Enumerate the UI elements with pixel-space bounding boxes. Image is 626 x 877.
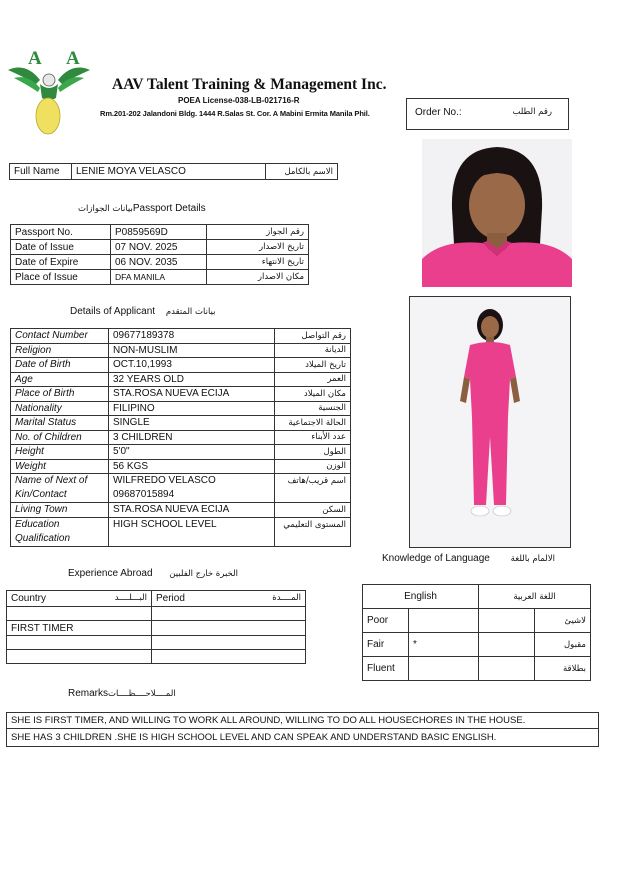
language-level-label-ar: بطلاقة: [535, 657, 591, 681]
applicant-label: Contact Number: [11, 329, 109, 344]
language-level-label: Fluent: [363, 657, 409, 681]
language-level-label-ar: لاشيئ: [535, 609, 591, 633]
applicant-table: [10, 328, 351, 547]
applicant-label: Nationality: [11, 401, 109, 416]
applicant-label: Age: [11, 372, 109, 387]
applicant-heading-en: Details of Applicant: [70, 306, 156, 317]
full-name-label: Full Name: [10, 164, 72, 180]
language-level-label: Fair: [363, 633, 409, 657]
order-number-box: [406, 98, 569, 130]
passport-label: Passport No.: [11, 225, 111, 240]
language-english-mark: [409, 657, 479, 681]
education-label-line1: Education: [15, 518, 60, 530]
period-header-en: Period: [156, 593, 185, 604]
passport-label-ar: رقم الجواز: [207, 225, 309, 240]
remarks-table: [6, 712, 599, 747]
applicant-label-ar: عدد الأبناء: [275, 430, 351, 445]
education-label-line2: Qualification: [15, 532, 71, 544]
company-address: Rm.201-202 Jalandoni Bldg. 1444 R.Salas St. Cor. A Mabini Ermita Manila Phil.: [100, 109, 370, 118]
language-english-mark: *: [409, 633, 479, 657]
table-row: [7, 607, 306, 621]
applicant-label-ar: الديانة: [275, 343, 351, 358]
applicant-value: SINGLE: [109, 416, 275, 431]
remarks-heading-en: Remarks: [68, 688, 109, 699]
full-name-label-ar: الاسم بالكامل: [266, 164, 338, 180]
experience-country-header: [7, 591, 152, 607]
table-row: [7, 729, 599, 747]
passport-label: Place of Issue: [11, 270, 111, 285]
table-row: [11, 372, 351, 387]
applicant-heading-ar: بيانات المتقدم: [165, 307, 216, 317]
experience-heading-en: Experience Abroad: [68, 568, 153, 579]
applicant-label-ar: الحالة الاجتماعية: [275, 416, 351, 431]
passport-label: Date of Expire: [11, 255, 111, 270]
applicant-value: 5'0": [109, 445, 275, 460]
table-row: [11, 270, 309, 285]
applicant-value: NON-MUSLIM: [109, 343, 275, 358]
applicant-label: Date of Birth: [11, 358, 109, 373]
experience-heading: [68, 568, 238, 579]
order-number-label: Order No.:: [415, 107, 462, 118]
language-level-label-ar: مقبول: [535, 633, 591, 657]
remarks-line: SHE HAS 3 CHILDREN .SHE IS HIGH SCHOOL LEVEL AND CAN SPEAK AND UNDERSTAND BASIC ENGLISH.: [7, 729, 599, 747]
remarks-heading-ar: المــــلاحــــظــــات: [108, 689, 176, 699]
applicant-label: No. of Children: [11, 430, 109, 445]
table-row: [11, 401, 351, 416]
language-heading-ar: الالمام باللغة: [510, 554, 555, 564]
table-row: [363, 633, 591, 657]
country-header-en: Country: [11, 593, 47, 604]
applicant-label-ar: رقم التواصل: [275, 329, 351, 344]
svg-text:A: A: [66, 48, 80, 69]
svg-text:A: A: [28, 48, 42, 69]
language-heading-en: Knowledge of Language: [382, 553, 490, 564]
applicant-value: OCT.10,1993: [109, 358, 275, 373]
table-row: [363, 657, 591, 681]
next-of-kin-label-line2: Kin/Contact: [15, 489, 67, 500]
table-row: [11, 329, 351, 344]
company-name: AAV Talent Training & Management Inc.: [112, 76, 387, 93]
experience-table: [6, 590, 306, 664]
experience-country: [7, 636, 152, 650]
education-label: [11, 517, 109, 546]
applicant-value: FILIPINO: [109, 401, 275, 416]
company-logo: [6, 40, 92, 140]
table-row: [11, 430, 351, 445]
table-row: [11, 387, 351, 402]
language-table: [362, 584, 591, 681]
passport-value: 06 NOV. 2035: [111, 255, 207, 270]
table-row: [7, 636, 306, 650]
table-row: [11, 255, 309, 270]
applicant-label-ar: الوزن: [275, 459, 351, 474]
passport-label: Date of Issue: [11, 240, 111, 255]
passport-label-ar: تاريخ الانتهاء: [207, 255, 309, 270]
applicant-value: 09677189378: [109, 329, 275, 344]
passport-heading-ar: بيانات الجوازات: [78, 204, 133, 214]
passport-value: P0859569D: [111, 225, 207, 240]
education-value: HIGH SCHOOL LEVEL: [109, 517, 275, 546]
experience-period-header: [152, 591, 306, 607]
applicant-heading: [70, 306, 215, 317]
applicant-value: 56 KGS: [109, 459, 275, 474]
company-license: POEA License-038-LB-021716-R: [178, 96, 300, 105]
table-row: [11, 343, 351, 358]
remarks-line: SHE IS FIRST TIMER, AND WILLING TO WORK ALL AROUND, WILLING TO DO ALL HOUSECHORES IN THE HOUSE.: [7, 713, 599, 729]
language-english-mark: [409, 609, 479, 633]
table-row: [11, 240, 309, 255]
country-header-ar: البـــلــــد: [114, 593, 147, 603]
applicant-label-ar: العمر: [275, 372, 351, 387]
table-row: [11, 459, 351, 474]
table-row: [11, 225, 309, 240]
next-of-kin-value: [109, 474, 275, 503]
passport-value: 07 NOV. 2025: [111, 240, 207, 255]
experience-country: [7, 650, 152, 664]
remarks-heading: [68, 688, 176, 699]
applicant-label-ar: الجنسية: [275, 401, 351, 416]
language-english-header: English: [363, 585, 479, 609]
table-row: [7, 591, 306, 607]
passport-heading-en: Passport Details: [132, 203, 206, 214]
applicant-label: Weight: [11, 459, 109, 474]
table-row: [11, 517, 351, 546]
passport-table: [10, 224, 309, 285]
next-of-kin-label-line1: Name of Next of: [15, 475, 88, 486]
full-name-value: LENIE MOYA VELASCO: [72, 164, 266, 180]
next-of-kin-contact: 09687015894: [113, 489, 175, 500]
experience-country: FIRST TIMER: [7, 621, 152, 636]
passport-heading: [78, 203, 206, 214]
full-name-table: [9, 163, 338, 180]
living-town-label: Living Town: [11, 503, 109, 518]
full-body-photo: [409, 296, 571, 548]
experience-heading-ar: الخبرة خارج الفلبين: [169, 569, 238, 579]
passport-label-ar: مكان الاصدار: [207, 270, 309, 285]
next-of-kin-name: WILFREDO VELASCO: [113, 475, 216, 486]
table-row: [11, 445, 351, 460]
next-of-kin-label-ar: اسم قريب/هاتف: [275, 474, 351, 503]
period-header-ar: المــــدة: [272, 593, 301, 603]
table-row: [11, 503, 351, 518]
applicant-label: Place of Birth: [11, 387, 109, 402]
language-heading: [382, 553, 555, 564]
passport-label-ar: تاريخ الاصدار: [207, 240, 309, 255]
applicant-value: STA.ROSA NUEVA ECIJA: [109, 387, 275, 402]
table-row: [7, 713, 599, 729]
education-label-ar: المستوى التعليمي: [275, 517, 351, 546]
passport-value: DFA MANILA: [111, 270, 207, 285]
language-arabic-header: اللغة العربية: [479, 585, 591, 609]
applicant-label: Marital Status: [11, 416, 109, 431]
table-row: [7, 621, 306, 636]
language-level-label: Poor: [363, 609, 409, 633]
table-row: [7, 650, 306, 664]
applicant-label: Religion: [11, 343, 109, 358]
living-town-label-ar: السكن: [275, 503, 351, 518]
table-row: [11, 474, 351, 503]
table-row: [11, 416, 351, 431]
next-of-kin-label: [11, 474, 109, 503]
table-row: [363, 609, 591, 633]
applicant-value: 3 CHILDREN: [109, 430, 275, 445]
table-row: [363, 585, 591, 609]
applicant-label-ar: تاريخ الميلاد: [275, 358, 351, 373]
applicant-label-ar: مكان الميلاد: [275, 387, 351, 402]
headshot-photo: [422, 139, 572, 287]
applicant-label: Height: [11, 445, 109, 460]
order-number-label-ar: رقم الطلب: [512, 107, 552, 117]
applicant-value: 32 YEARS OLD: [109, 372, 275, 387]
living-town-value: STA.ROSA NUEVA ECIJA: [109, 503, 275, 518]
table-row: [11, 358, 351, 373]
applicant-label-ar: الطول: [275, 445, 351, 460]
